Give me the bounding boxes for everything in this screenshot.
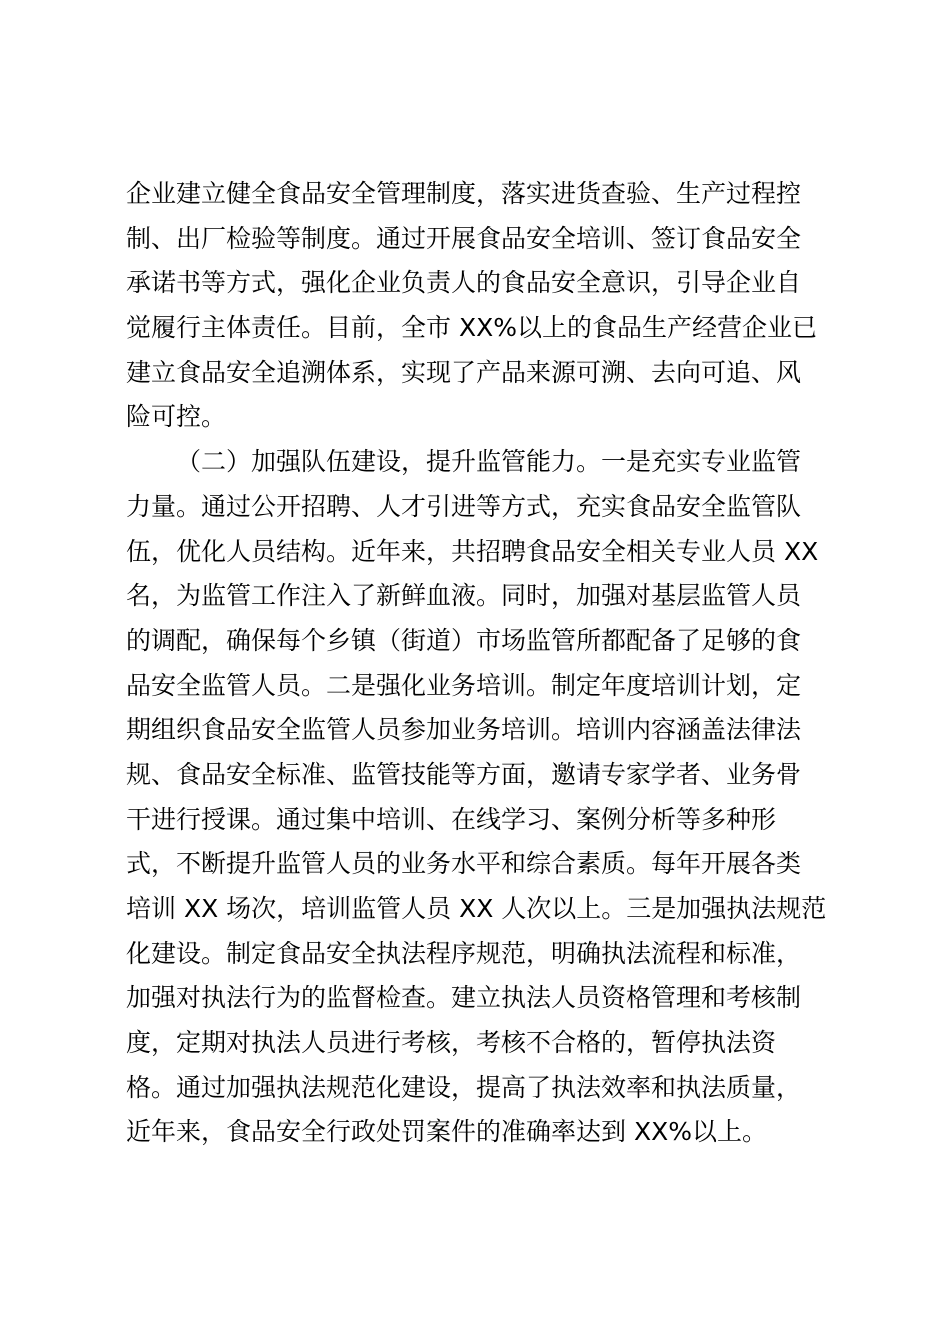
text-line: 企业建立健全食品安全管理制度，落实进货查验、生产过程控: [126, 179, 802, 208]
body-text: [126, 172, 826, 1155]
text-line: 近年来，食品安全行政处罚案件的准确率达到 XX%以上。: [126, 1117, 767, 1147]
text-line: 加强对执法行为的监督检查。建立执法人员资格管理和考核制: [126, 983, 802, 1013]
text-line: 干进行授课。通过集中培训、在线学习、案例分析等多种形: [126, 804, 777, 834]
text-line: 承诺书等方式，强化企业负责人的食品安全意识，引导企业自: [126, 268, 802, 298]
text-line: 险可控。: [126, 402, 227, 432]
text-line: 的调配，确保每个乡镇（街道）市场监管所都配备了足够的食: [126, 625, 802, 655]
text-line: 化建设。制定食品安全执法程序规范，明确执法流程和标准，: [126, 938, 802, 968]
text-line: 度，定期对执法人员进行考核，考核不合格的，暂停执法资: [126, 1028, 777, 1058]
text-line: 期组织食品安全监管人员参加业务培训。培训内容涵盖法律法: [126, 715, 802, 745]
text-line: 规、食品安全标准、监管技能等方面，邀请专家学者、业务骨: [126, 759, 802, 789]
text-line: 制、出厂检验等制度。通过开展食品安全培训、签订食品安全: [126, 223, 802, 253]
text-line: 培训 XX 场次，培训监管人员 XX 人次以上。三是加强执法规范: [126, 894, 827, 923]
text-line: 格。通过加强执法规范化建设，提高了执法效率和执法质量，: [126, 1072, 802, 1102]
text-line: 力量。通过公开招聘、人才引进等方式，充实食品安全监管队: [126, 491, 802, 521]
text-line: 建立食品安全追溯体系，实现了产品来源可溯、去向可追、风: [126, 357, 802, 387]
text-line: 品安全监管人员。二是强化业务培训。制定年度培训计划，定: [126, 670, 802, 700]
text-line: 觉履行主体责任。目前，全市 XX%以上的食品生产经营企业已: [126, 313, 817, 343]
text-line: 名，为监管工作注入了新鲜血液。同时，加强对基层监管人员: [126, 581, 802, 611]
text-line: 式，不断提升监管人员的业务水平和综合素质。每年开展各类: [126, 849, 802, 879]
text-line: 伍，优化人员结构。近年来，共招聘食品安全相关专业人员 XX: [126, 536, 819, 566]
section-heading-line: （二）加强队伍建设，提升监管能力。一是充实专业监管: [176, 447, 802, 477]
